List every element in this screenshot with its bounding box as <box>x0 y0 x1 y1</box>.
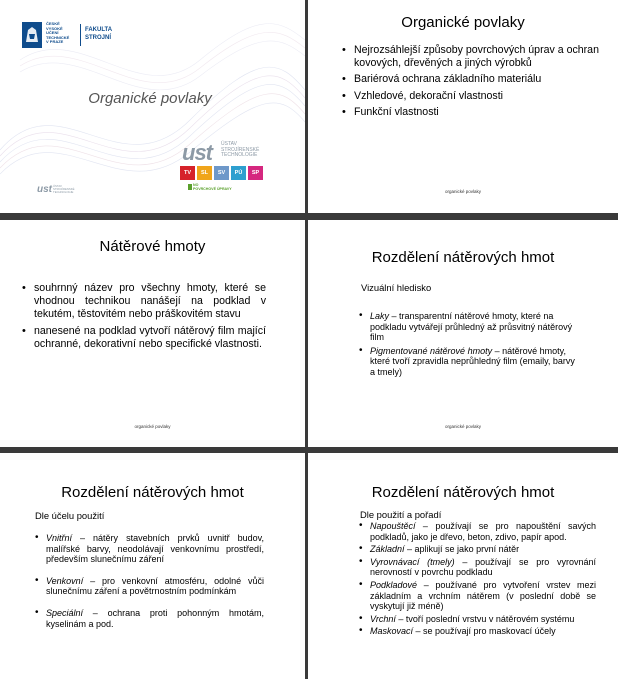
slide-footer: organické povlaky <box>444 424 482 429</box>
slide-organic-coatings[interactable] <box>308 0 618 213</box>
tile-sp: SP <box>248 166 263 180</box>
bullet-list <box>34 533 264 629</box>
slide-separator-1 <box>0 213 618 220</box>
list-item: • Bariérová ochrana základního materiálu <box>342 73 604 86</box>
slide-heading: Organické povlaky <box>401 14 525 31</box>
slide-heading: Rozdělení nátěrových hmot <box>371 249 555 266</box>
list-item: • Vnitřní – nátěry stavebních prvků uvnitř budov, malířské barvy, neodolávají venkovnímu prostředí, především slunečnímu záření <box>34 533 264 565</box>
list-item: • Nejrozsáhlejší způsoby povrchových úprav a ochran kovových, dřevěných a jiných výrobků <box>342 44 604 70</box>
department-tiles <box>180 166 263 180</box>
list-item: • Základní – aplikují se jako první nátěr <box>358 544 596 555</box>
slide-title-text: Organické povlaky <box>88 90 212 107</box>
slide-visual-division[interactable] <box>308 220 618 447</box>
slide-footer: organické povlaky <box>134 424 171 429</box>
faculty-name: FAKULTA STROJNÍ <box>85 27 113 41</box>
npo-logo-text: NO POVRCHOVÉ ÚPRAVY <box>193 183 232 191</box>
list-item: • souhrnný název pro všechny hmoty, které se vhodnou technikou nanášejí na podklad v tekutém, těstovitém nebo práškovitém stavu <box>22 282 266 322</box>
slide-heading: Rozdělení nátěrových hmot <box>61 484 244 501</box>
list-item: • Laky – transparentní nátěrové hmoty, které na podkladu vytvářejí průhledný až průsvitný nátěrový film <box>358 311 582 343</box>
slide-purpose-division[interactable] <box>0 453 305 679</box>
list-item: • Funkční vlastnosti <box>342 106 604 119</box>
tile-sl: SL <box>197 166 212 180</box>
slide-subtitle: Dle účelu použití <box>35 510 105 521</box>
list-item: • Napouštěcí – používají se pro napouštění savých podkladů, jako je dřevo, beton, zdivo, papír apod. <box>358 521 596 542</box>
tile-tv: TV <box>180 166 195 180</box>
slide-heading: Rozdělení nátěrových hmot <box>371 484 555 501</box>
ust-small-logo-subtitle: ÚSTAV STROJÍRENSKÉ TECHNOLOGIE <box>53 184 75 195</box>
ust-small-logo: ust <box>37 184 52 195</box>
slide-order-division[interactable] <box>308 453 618 679</box>
slide-subtitle: Dle použití a pořadí <box>360 509 442 520</box>
ust-logo-text: ust <box>182 140 212 165</box>
list-item: • Vrchní – tvoří poslední vrstvu v nátěrovém systému <box>358 614 596 625</box>
list-item: • Speciální – ochrana proti pohonným hmotám, kyselinám a pod. <box>34 608 264 629</box>
list-item: • Venkovní – pro venkovní atmosféru, odolné vůči slunečnímu záření a povětrnostním podmínkám <box>34 576 264 597</box>
bullet-list <box>22 282 266 354</box>
slide-title[interactable] <box>0 0 305 213</box>
bullet-list <box>342 44 604 122</box>
npo-logo-mark <box>188 184 192 190</box>
cvut-lion-logo <box>22 22 42 48</box>
slide-subtitle: Vizuální hledisko <box>361 282 432 293</box>
slide-heading: Nátěrové hmoty <box>99 238 206 255</box>
tile-sv: SV <box>214 166 229 180</box>
slide-footer: organické povlaky <box>444 189 482 194</box>
ust-logo-subtitle: ÚSTAV STROJÍRENSKÉ TECHNOLOGIE <box>221 141 260 159</box>
bullet-list <box>358 311 582 378</box>
faculty-divider <box>80 24 81 46</box>
list-item: • Pigmentované nátěrové hmoty – nátěrové hmoty, které tvoří zpravidla neprůhledný film (emaily, barvy a tmely) <box>358 346 582 378</box>
list-item: • Vzhledové, dekorační vlastnosti <box>342 90 604 103</box>
tile-pu: PÚ <box>231 166 246 180</box>
list-item: • Vyrovnávací (tmely) – používají se pro vyrovnání nerovností v povrchu podkladu <box>358 557 596 578</box>
list-item: • Podkladové – používané pro vytvoření vrstev mezi základním a vrchním nátěrem (v poslední době se vyskytují již méně) <box>358 580 596 612</box>
bullet-list <box>358 521 596 637</box>
slide-paint-materials[interactable] <box>0 220 305 447</box>
list-item: • Maskovací – se používají pro maskovací účely <box>358 626 596 637</box>
list-item: • nanesené na podklad vytvoří nátěrový film mající ochranné, dekorativní nebo specifické vlastnosti. <box>22 325 266 351</box>
cvut-name: ČESKÉ VYSOKÉ UČENÍ TECHNICKÉ V PRAZE <box>46 21 70 45</box>
